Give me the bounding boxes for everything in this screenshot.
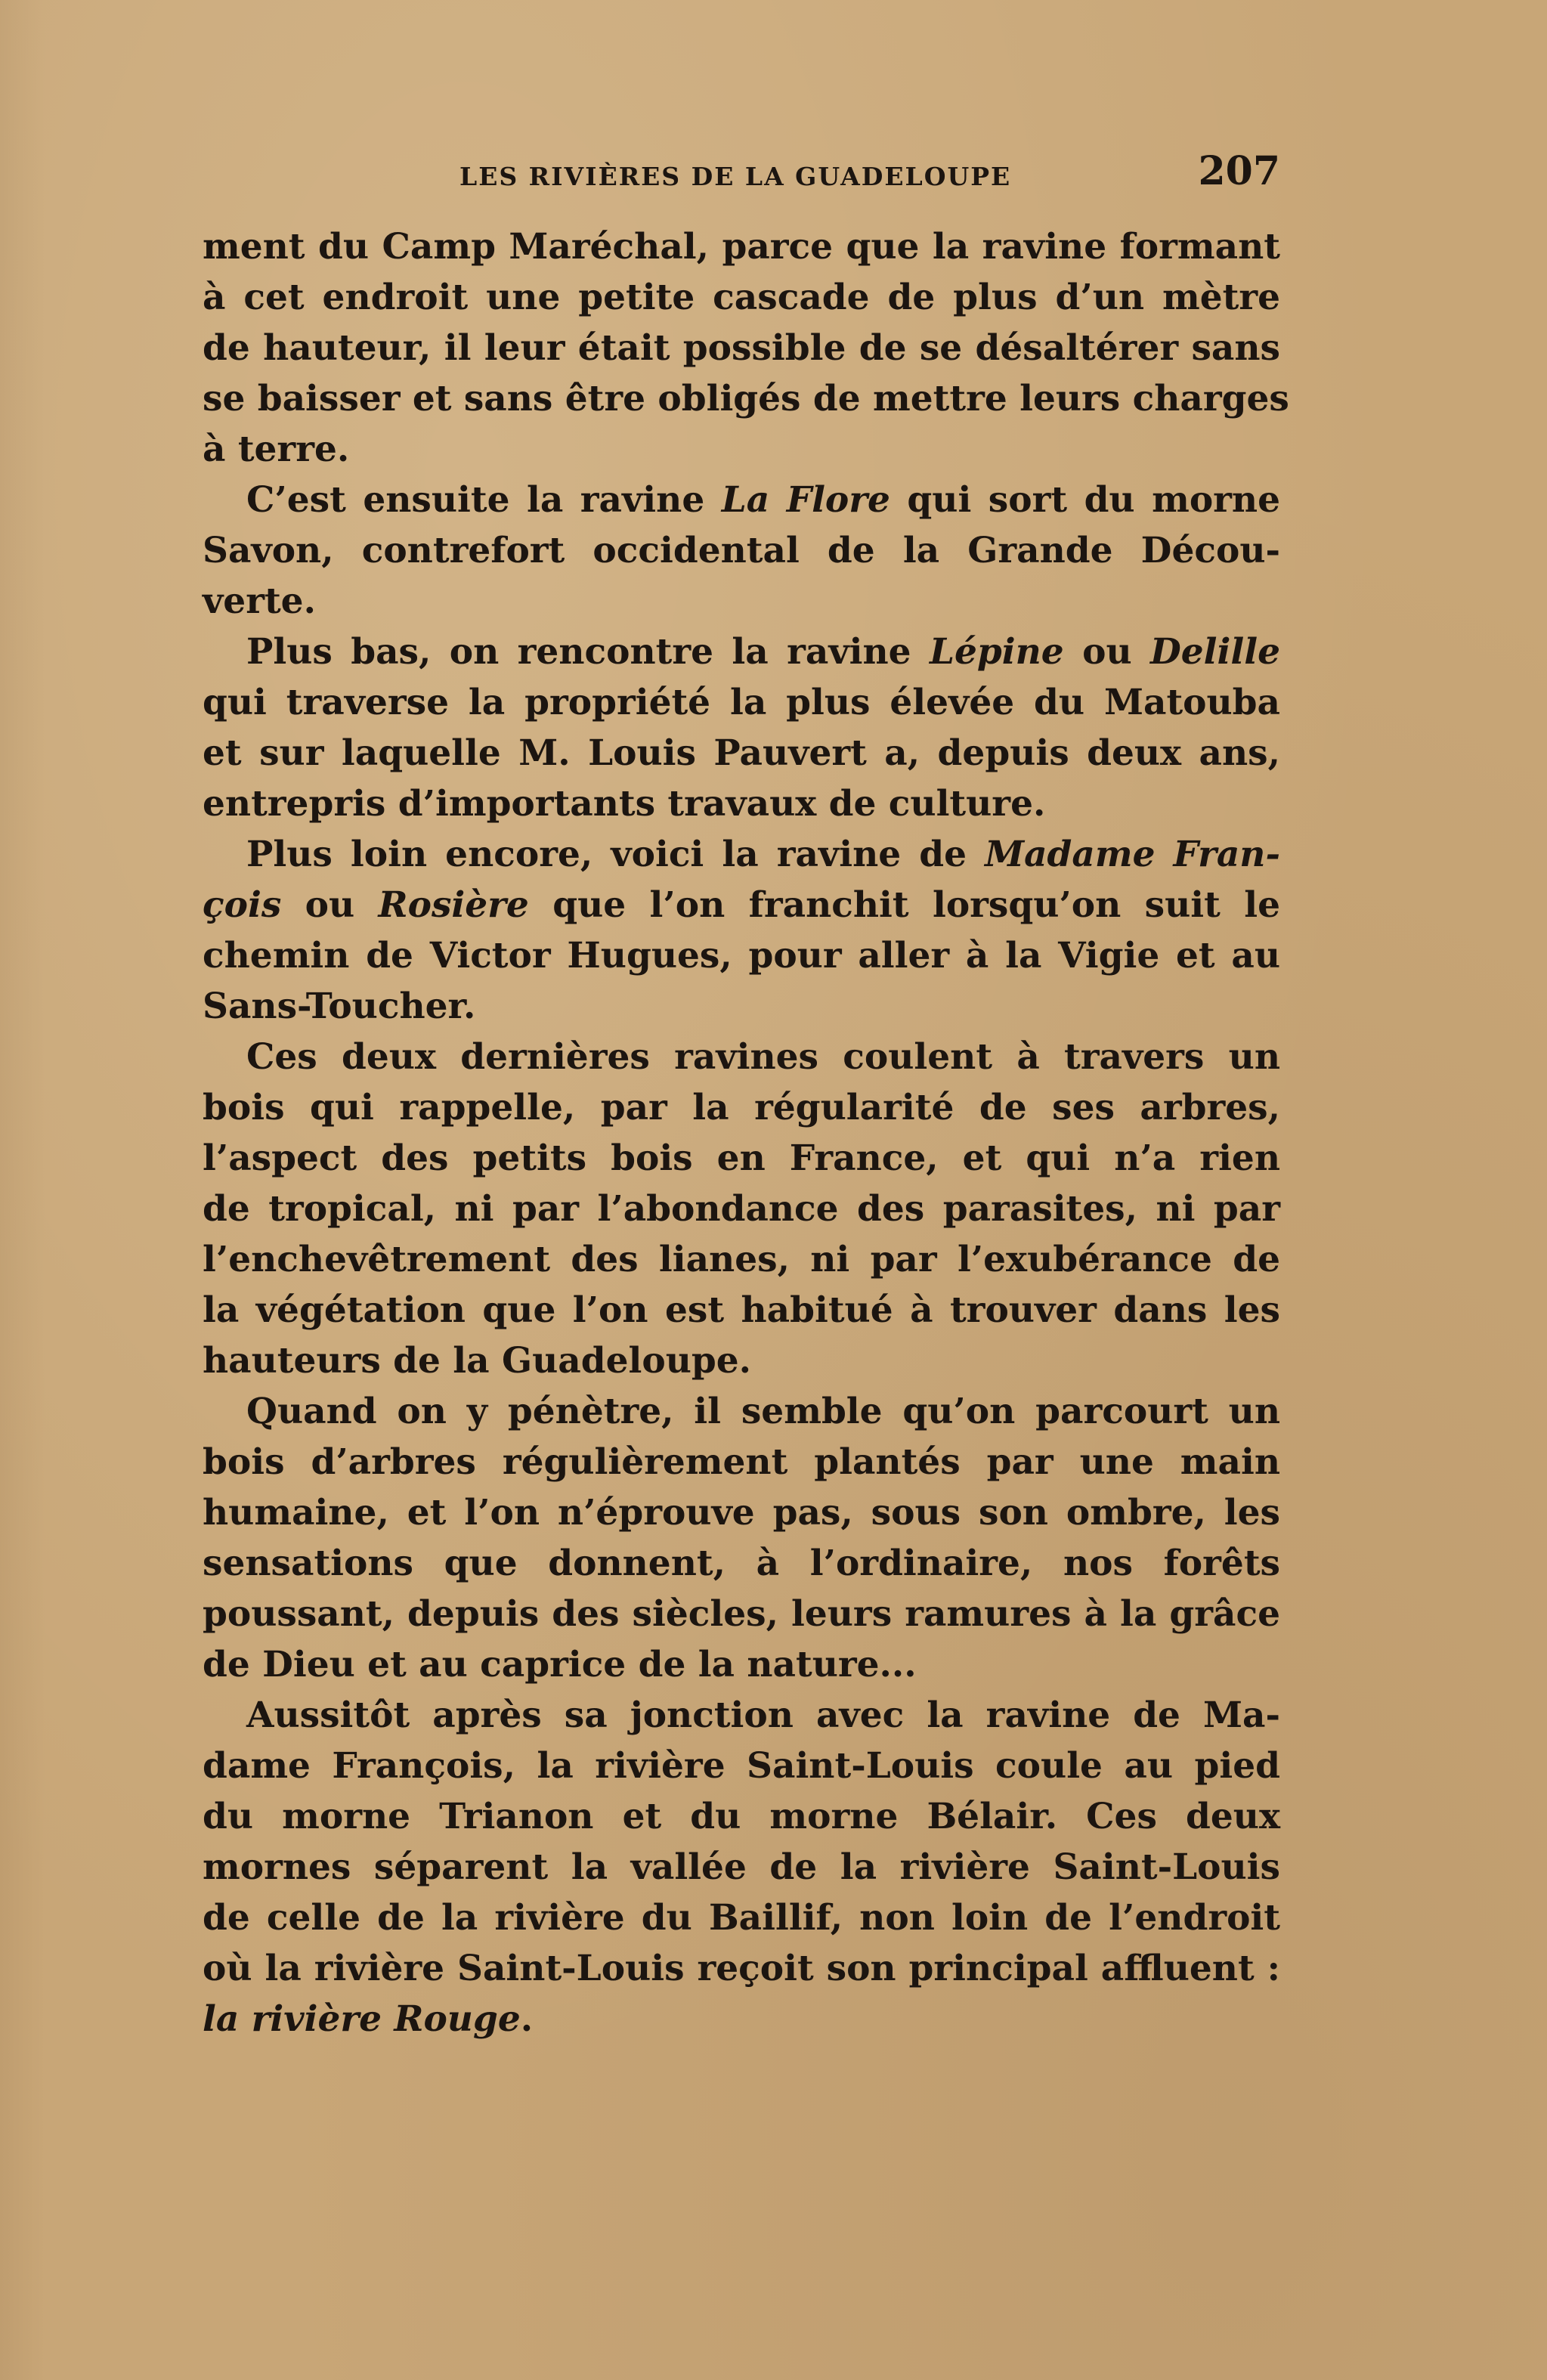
text-span: qui sort du morne <box>890 479 1281 521</box>
text-line: du morne Trianon et du morne Bélair. Ces deux <box>203 1796 1280 1837</box>
text-span: que l’on franchit lorsqu’on suit le <box>528 884 1280 926</box>
text-line: de celle de la rivière du Baillif, non loin de l’endroit <box>203 1897 1280 1939</box>
text-line: Savon, contrefort occidental de la Grande Décou- <box>203 530 1280 571</box>
text-line <box>203 1994 1280 2044</box>
body-text <box>203 221 1289 2044</box>
italic-name: çois <box>203 884 282 926</box>
page-number: 207 <box>1198 148 1280 194</box>
text-line: de hauteur, il leur était possible de se désaltérer sans <box>203 327 1280 369</box>
text-line: chemin de Victor Hugues, pour aller à la Vigie et au <box>203 935 1280 976</box>
text-line: l’aspect des petits bois en France, et qui n’a rien <box>203 1137 1280 1179</box>
text-span: ou <box>281 884 379 926</box>
text-line: de tropical, ni par l’abondance des parasites, ni par <box>203 1188 1280 1230</box>
running-title: LES RIVIÈRES DE LA GUADELOUPE <box>459 162 1012 191</box>
text-line: la végétation que l’on est habitué à trouver dans les <box>203 1289 1280 1331</box>
text-line: de Dieu et au caprice de la nature... <box>203 1644 917 1685</box>
text-line: Aussitôt après sa jonction avec la ravine de Ma- <box>246 1694 1280 1736</box>
text-span: Plus loin encore, voici la ravine de <box>246 834 985 875</box>
running-header <box>203 148 1280 201</box>
text-line: sensations que donnent, à l’ordinaire, nos forêts <box>203 1543 1280 1584</box>
text-line: verte. <box>203 580 316 622</box>
text-line: ment du Camp Maréchal, parce que la ravine formant <box>203 226 1280 268</box>
text-line: Quand on y pénètre, il semble qu’on parcourt un <box>246 1391 1280 1432</box>
text-span: ou <box>1063 631 1151 673</box>
text-line <box>203 627 1280 677</box>
italic-name: Lépine <box>929 631 1064 673</box>
text-line: où la rivière Saint-Louis reçoit son principal affluent : <box>203 1948 1280 1989</box>
text-line: à cet endroit une petite cascade de plus d’un mètre <box>203 277 1280 318</box>
text-line: bois qui rappelle, par la régularité de ses arbres, <box>203 1087 1280 1128</box>
text-span: Plus bas, on rencontre la ravine <box>246 631 930 673</box>
text-line: et sur laquelle M. Louis Pauvert a, depuis deux ans, <box>203 732 1280 774</box>
text-line: hauteurs de la Guadeloupe. <box>203 1340 751 1382</box>
text-line: humaine, et l’on n’éprouve pas, sous son ombre, les <box>203 1492 1280 1534</box>
text-line: Sans-Toucher. <box>203 986 476 1027</box>
text-line: Ces deux dernières ravines coulent à travers un <box>246 1036 1280 1078</box>
text-span: C’est ensuite la ravine <box>246 479 722 521</box>
italic-name: Rosière <box>378 884 529 926</box>
text-line: entrepris d’importants travaux de culture. <box>203 783 1046 825</box>
text-line <box>203 880 1280 930</box>
italic-name: La Flore <box>721 479 890 521</box>
text-line: l’enchevêtrement des lianes, ni par l’exubérance de <box>203 1239 1280 1280</box>
italic-name: la rivière Rouge <box>203 1998 521 2040</box>
text-line: se baisser et sans être obligés de mettre leurs charges <box>203 378 1289 419</box>
text-span: . <box>520 1998 534 2040</box>
text-line: mornes séparent la vallée de la rivière Saint-Louis <box>203 1846 1280 1888</box>
italic-name: Madame Fran- <box>985 834 1280 875</box>
text-line: bois d’arbres régulièrement plantés par une main <box>203 1441 1280 1483</box>
text-line <box>203 829 1280 880</box>
text-line: qui traverse la propriété la plus élevée du Matouba <box>203 682 1280 723</box>
italic-name: Delille <box>1150 631 1280 673</box>
text-line: dame François, la rivière Saint-Louis coule au pied <box>203 1745 1280 1787</box>
text-line: à terre. <box>203 429 350 470</box>
text-line: poussant, depuis des siècles, leurs ramures à la grâce <box>203 1593 1280 1635</box>
text-line <box>203 475 1280 525</box>
